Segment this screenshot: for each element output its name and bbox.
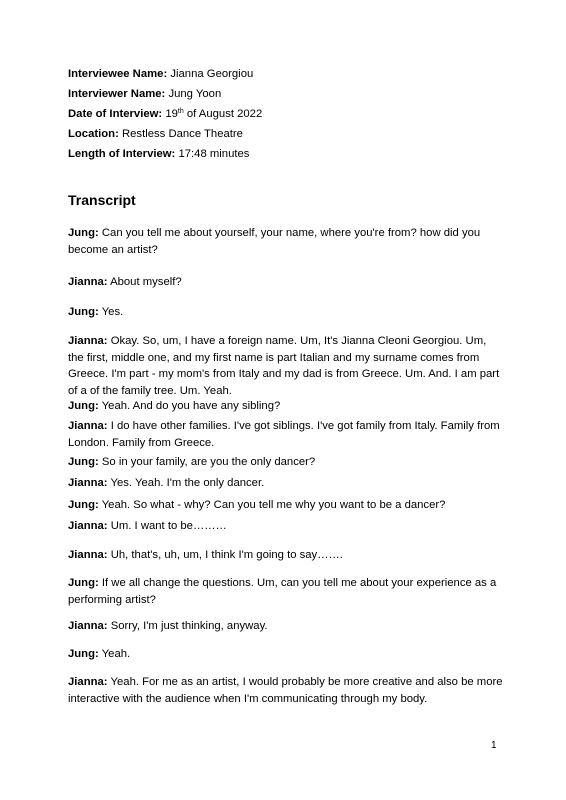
speaker-name: Jung: — [68, 227, 99, 239]
utterance-text: Sorry, I'm just thinking, anyway. — [110, 620, 268, 632]
interviewee-line — [68, 66, 253, 82]
utterance-text: Can you tell me about yourself, your name, where you're from? how did you become an artist? — [68, 227, 481, 256]
date-rest: of August 2022 — [186, 108, 263, 120]
location-value: Restless Dance Theatre — [121, 128, 243, 140]
interviewer-label: Interviewer Name: — [68, 88, 166, 100]
utterance-text: Yeah. And do you have any sibling? — [101, 400, 281, 412]
speaker-name: Jianna: — [68, 520, 108, 532]
interviewer-line — [68, 86, 221, 102]
speaker-name: Jianna: — [68, 549, 108, 561]
speaker-name: Jianna: — [68, 335, 108, 347]
speaker-name: Jung: — [68, 577, 99, 589]
utterance-text: Um. I want to be……… — [110, 520, 227, 532]
interviewee-label: Interviewee Name: — [68, 68, 168, 80]
utterance-text: Yeah. So what - why? Can you tell me why you want to be a dancer? — [101, 499, 446, 511]
interviewee-value: Jianna Georgiou — [170, 68, 254, 80]
utterance-text: If we all change the questions. Um, can you tell me about your experience as a performing artist? — [68, 577, 497, 606]
transcript-heading: Transcript — [68, 192, 136, 208]
date-suffix: th — [177, 108, 184, 115]
speaker-name: Jianna: — [68, 276, 108, 288]
date-line — [68, 106, 262, 122]
speaker-name: Jianna: — [68, 676, 108, 688]
speaker-name: Jung: — [68, 456, 99, 468]
speaker-name: Jung: — [68, 400, 99, 412]
utterance-text: Yeah. — [101, 648, 131, 660]
transcript-entry — [68, 518, 504, 535]
transcript-entry — [68, 497, 504, 514]
location-line — [68, 126, 243, 142]
transcript-entry — [68, 333, 504, 399]
transcript-entry — [68, 547, 504, 564]
transcript-entry — [68, 575, 504, 608]
length-value: 17:48 minutes — [178, 148, 250, 160]
utterance-text: Uh, that's, uh, um, I think I'm going to say……. — [110, 549, 343, 561]
utterance-text: Yes. — [101, 306, 124, 318]
transcript-entry — [68, 304, 504, 321]
utterance-text: Okay. So, um, I have a foreign name. Um, It's Jianna Cleoni Georgiou. Um, the first, middle one, and my first name is part Italian and my surname comes from Greece. I'm part - my mom's from Italy and my dad is from Greece. Um. And. I am part of a of the family tree. Um. Yeah. — [68, 335, 500, 397]
transcript-entry — [68, 274, 504, 291]
speaker-name: Jung: — [68, 306, 99, 318]
date-label: Date of Interview: — [68, 108, 163, 120]
speaker-name: Jianna: — [68, 477, 108, 489]
transcript-entry — [68, 674, 504, 707]
transcript-entry — [68, 475, 504, 492]
length-label: Length of Interview: — [68, 148, 176, 160]
utterance-text: I do have other families. I've got siblings. I've got family from Italy. Family from London. Family from Greece. — [68, 420, 500, 449]
transcript-entry — [68, 225, 504, 258]
speaker-name: Jung: — [68, 648, 99, 660]
utterance-text: Yeah. For me as an artist, I would probably be more creative and also be more interactive with the audience when I'm communicating through my body. — [68, 676, 503, 705]
utterance-text: Yes. Yeah. I'm the only dancer. — [110, 477, 265, 489]
transcript-entry — [68, 418, 504, 451]
transcript-entry — [68, 454, 504, 471]
date-day: 19 — [165, 108, 178, 120]
interviewer-value: Jung Yoon — [168, 88, 222, 100]
speaker-name: Jianna: — [68, 420, 108, 432]
page-number: 1 — [491, 740, 497, 751]
transcript-entry — [68, 618, 504, 635]
length-line — [68, 146, 249, 162]
transcript-entry — [68, 646, 504, 663]
transcript-entry — [68, 398, 504, 415]
speaker-name: Jianna: — [68, 620, 108, 632]
location-label: Location: — [68, 128, 119, 140]
utterance-text: About myself? — [110, 276, 182, 288]
utterance-text: So in your family, are you the only dancer? — [101, 456, 316, 468]
speaker-name: Jung: — [68, 499, 99, 511]
